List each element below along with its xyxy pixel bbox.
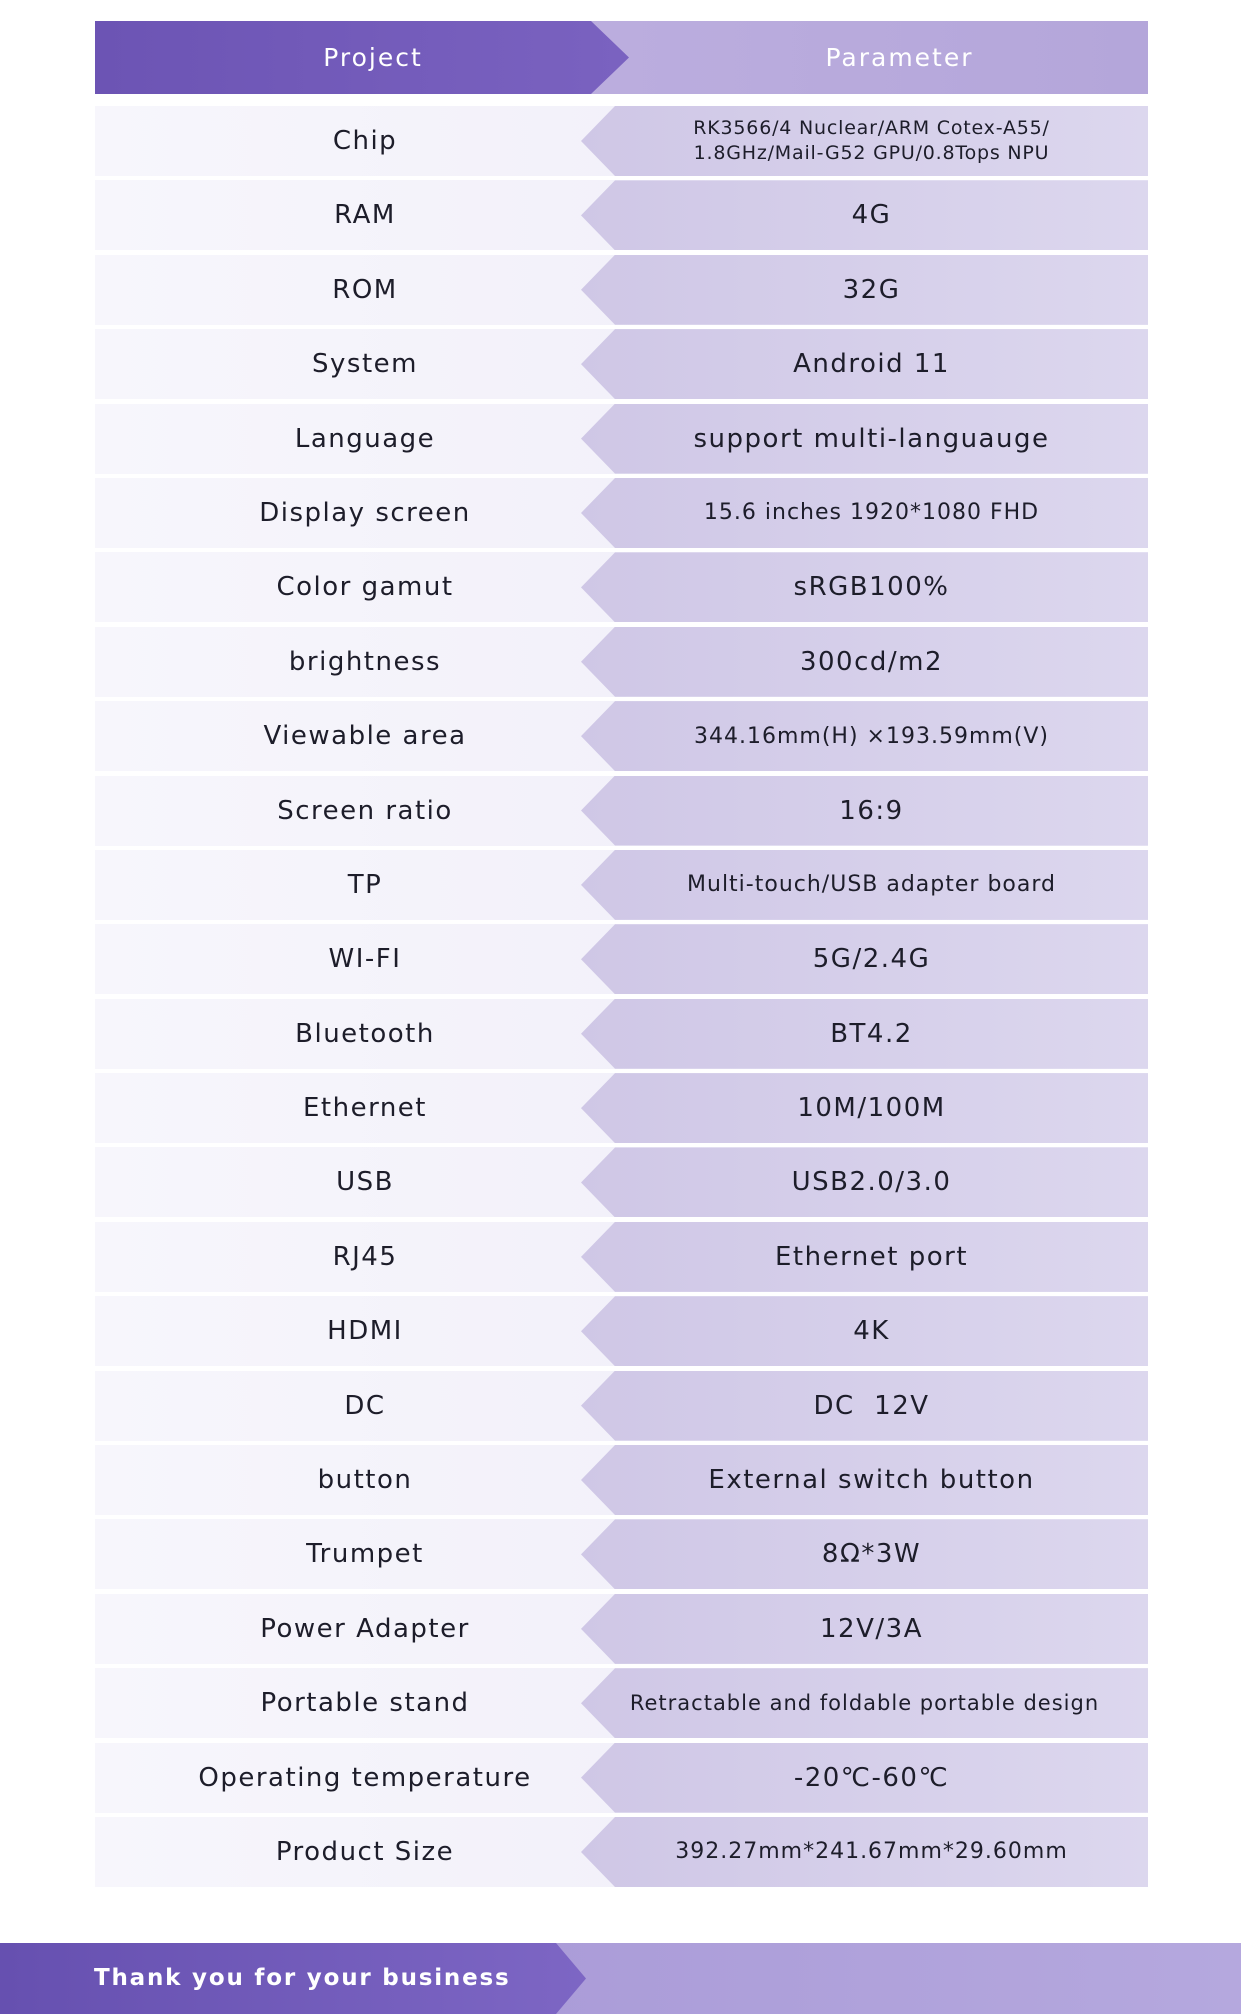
header-project-label: Project (323, 43, 423, 72)
spec-value: RK3566/4 Nuclear/ARM Cotex-A55/ 1.8GHz/Mail-G52 GPU/0.8Tops NPU (693, 117, 1050, 164)
spec-row (95, 850, 1148, 920)
spec-name: Ethernet (303, 1093, 427, 1124)
spec-row (95, 776, 1148, 846)
spec-value: 16:9 (839, 795, 904, 826)
spec-value: 5G/2.4G (812, 944, 931, 975)
spec-name: ROM (332, 274, 398, 305)
spec-name: WI-FI (328, 944, 402, 975)
spec-value: Android 11 (793, 349, 950, 380)
spec-name: Operating temperature (198, 1762, 532, 1793)
spec-row (95, 329, 1148, 399)
spec-row (95, 627, 1148, 697)
spec-name: RAM (334, 200, 396, 231)
spec-value: sRGB100% (793, 572, 950, 603)
spec-value: External switch button (708, 1465, 1035, 1496)
spec-name: Power Adapter (260, 1613, 470, 1644)
spec-row (95, 478, 1148, 548)
spec-table (95, 21, 1148, 1891)
spec-value: USB2.0/3.0 (791, 1167, 952, 1198)
spec-name: Display screen (259, 497, 471, 528)
spec-row (95, 1073, 1148, 1143)
spec-row (95, 1296, 1148, 1366)
spec-name: brightness (288, 646, 442, 677)
spec-name: DC (344, 1390, 386, 1421)
spec-value: 344.16mm(H) ×193.59mm(V) (693, 723, 1050, 749)
spec-row (95, 1668, 1148, 1738)
spec-value: 32G (842, 274, 901, 305)
spec-value: Retractable and foldable portable design (629, 1691, 1100, 1716)
spec-row (95, 1519, 1148, 1589)
spec-value: 12V/3A (820, 1613, 923, 1644)
spec-row (95, 180, 1148, 250)
spec-rows (95, 106, 1148, 1887)
spec-name: Portable stand (260, 1688, 470, 1719)
spec-row (95, 999, 1148, 1069)
spec-row (95, 106, 1148, 176)
header-parameter-label: Parameter (825, 43, 974, 72)
spec-row (95, 1817, 1148, 1887)
spec-value: 4K (853, 1316, 890, 1347)
spec-row (95, 255, 1148, 325)
spec-value: 15.6 inches 1920*1080 FHD (703, 500, 1040, 526)
spec-name: Product Size (275, 1836, 455, 1867)
spec-name: Viewable area (263, 721, 467, 752)
spec-value: BT4.2 (830, 1018, 913, 1049)
spec-row (95, 1371, 1148, 1441)
spec-name: TP (347, 869, 383, 900)
spec-name: USB (336, 1167, 394, 1198)
footer-thank-you-text: Thank you for your business (94, 1965, 511, 1991)
spec-row (95, 701, 1148, 771)
spec-name: Language (294, 423, 436, 454)
spec-name: Color gamut (276, 572, 454, 603)
spec-row (95, 1222, 1148, 1292)
spec-name: Bluetooth (295, 1018, 435, 1049)
spec-value: 4G (851, 200, 892, 231)
spec-name: button (317, 1465, 413, 1496)
table-header (95, 21, 1148, 94)
spec-name: RJ45 (332, 1241, 398, 1272)
spec-name: HDMI (327, 1316, 403, 1347)
spec-name: Chip (332, 126, 398, 156)
spec-name: Screen ratio (277, 795, 453, 826)
footer-banner (0, 1943, 1241, 2014)
spec-value: DC 12V (813, 1390, 930, 1421)
spec-value: 8Ω*3W (821, 1539, 922, 1570)
spec-value: 300cd/m2 (799, 646, 944, 677)
spec-name: Trumpet (306, 1539, 424, 1570)
spec-row (95, 1743, 1148, 1813)
spec-value: 392.27mm*241.67mm*29.60mm (675, 1839, 1068, 1865)
spec-name: System (312, 349, 418, 380)
spec-row (95, 1594, 1148, 1664)
spec-row (95, 1147, 1148, 1217)
spec-value: 10M/100M (797, 1093, 946, 1124)
spec-row (95, 924, 1148, 994)
spec-row (95, 1445, 1148, 1515)
spec-value: support multi-languauge (693, 423, 1050, 454)
spec-value: Multi-touch/USB adapter board (687, 872, 1056, 898)
spec-row (95, 552, 1148, 622)
spec-row (95, 404, 1148, 474)
spec-value: -20℃-60℃ (793, 1762, 950, 1793)
spec-value: Ethernet port (774, 1241, 969, 1272)
